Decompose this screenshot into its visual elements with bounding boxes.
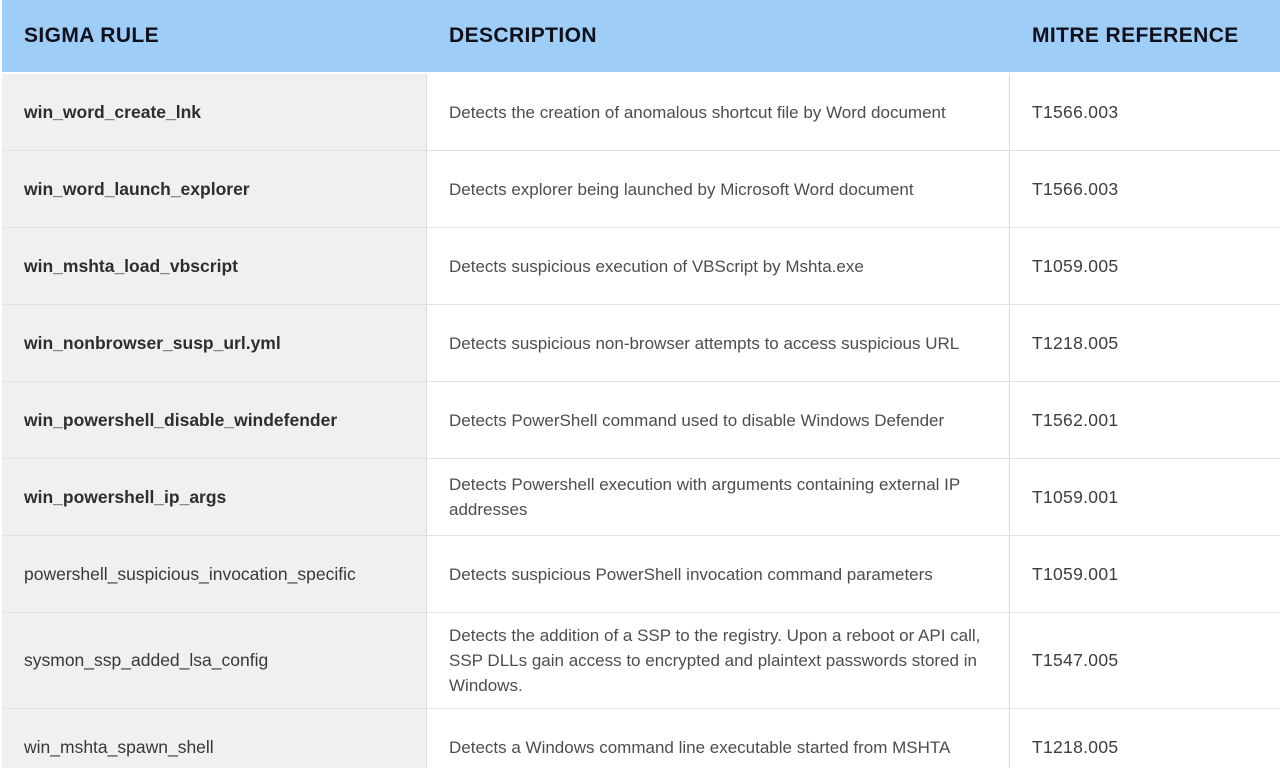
table-header-row [2,0,1280,74]
rule-cell: win_mshta_spawn_shell [2,709,427,768]
header-cell-description: DESCRIPTION [449,24,597,47]
table-row [2,74,1280,151]
rule-cell: powershell_suspicious_invocation_specific [2,536,427,612]
table-row [2,459,1280,536]
mitre-cell: T1566.003 [1032,178,1119,199]
rule-cell: win_powershell_disable_windefender [2,382,427,458]
mitre-cell: T1218.005 [1032,332,1119,353]
table-row [2,228,1280,305]
description-cell: Detects suspicious PowerShell invocation command parameters [427,536,1010,612]
table-row [2,305,1280,382]
mitre-cell: T1547.005 [1032,650,1119,670]
table-row [2,536,1280,613]
table-row [2,151,1280,228]
rule-cell: win_powershell_ip_args [2,459,427,535]
description-cell: Detects Powershell execution with arguments containing external IP addresses [427,459,1010,535]
rule-cell: win_nonbrowser_susp_url.yml [2,305,427,381]
description-cell: Detects a Windows command line executable started from MSHTA [427,709,1010,768]
description-cell: Detects suspicious execution of VBScript by Mshta.exe [427,228,1010,304]
rule-cell: win_word_create_lnk [2,74,427,150]
header-cell-sigma-rule: SIGMA RULE [24,24,160,47]
table-row [2,613,1280,709]
table-body [2,74,1280,768]
description-cell: Detects PowerShell command used to disable Windows Defender [427,382,1010,458]
rule-cell: sysmon_ssp_added_lsa_config [2,613,427,708]
description-cell: Detects the creation of anomalous shortcut file by Word document [427,74,1010,150]
description-cell: Detects suspicious non-browser attempts to access suspicious URL [427,305,1010,381]
mitre-cell: T1218.005 [1032,736,1119,757]
header-cell-mitre-reference: MITRE REFERENCE [1032,24,1239,47]
description-cell: Detects explorer being launched by Microsoft Word document [427,151,1010,227]
mitre-cell: T1059.001 [1032,563,1119,584]
rule-cell: win_word_launch_explorer [2,151,427,227]
mitre-cell: T1562.001 [1032,409,1119,430]
mitre-cell: T1059.005 [1032,255,1119,276]
mitre-cell: T1059.001 [1032,486,1119,507]
table-row [2,709,1280,768]
mitre-cell: T1566.003 [1032,101,1119,122]
rule-cell: win_mshta_load_vbscript [2,228,427,304]
description-cell: Detects the addition of a SSP to the registry. Upon a reboot or API call, SSP DLLs gain access to encrypted and plaintext passwords stored in Windows. [427,613,1010,708]
table-row [2,382,1280,459]
